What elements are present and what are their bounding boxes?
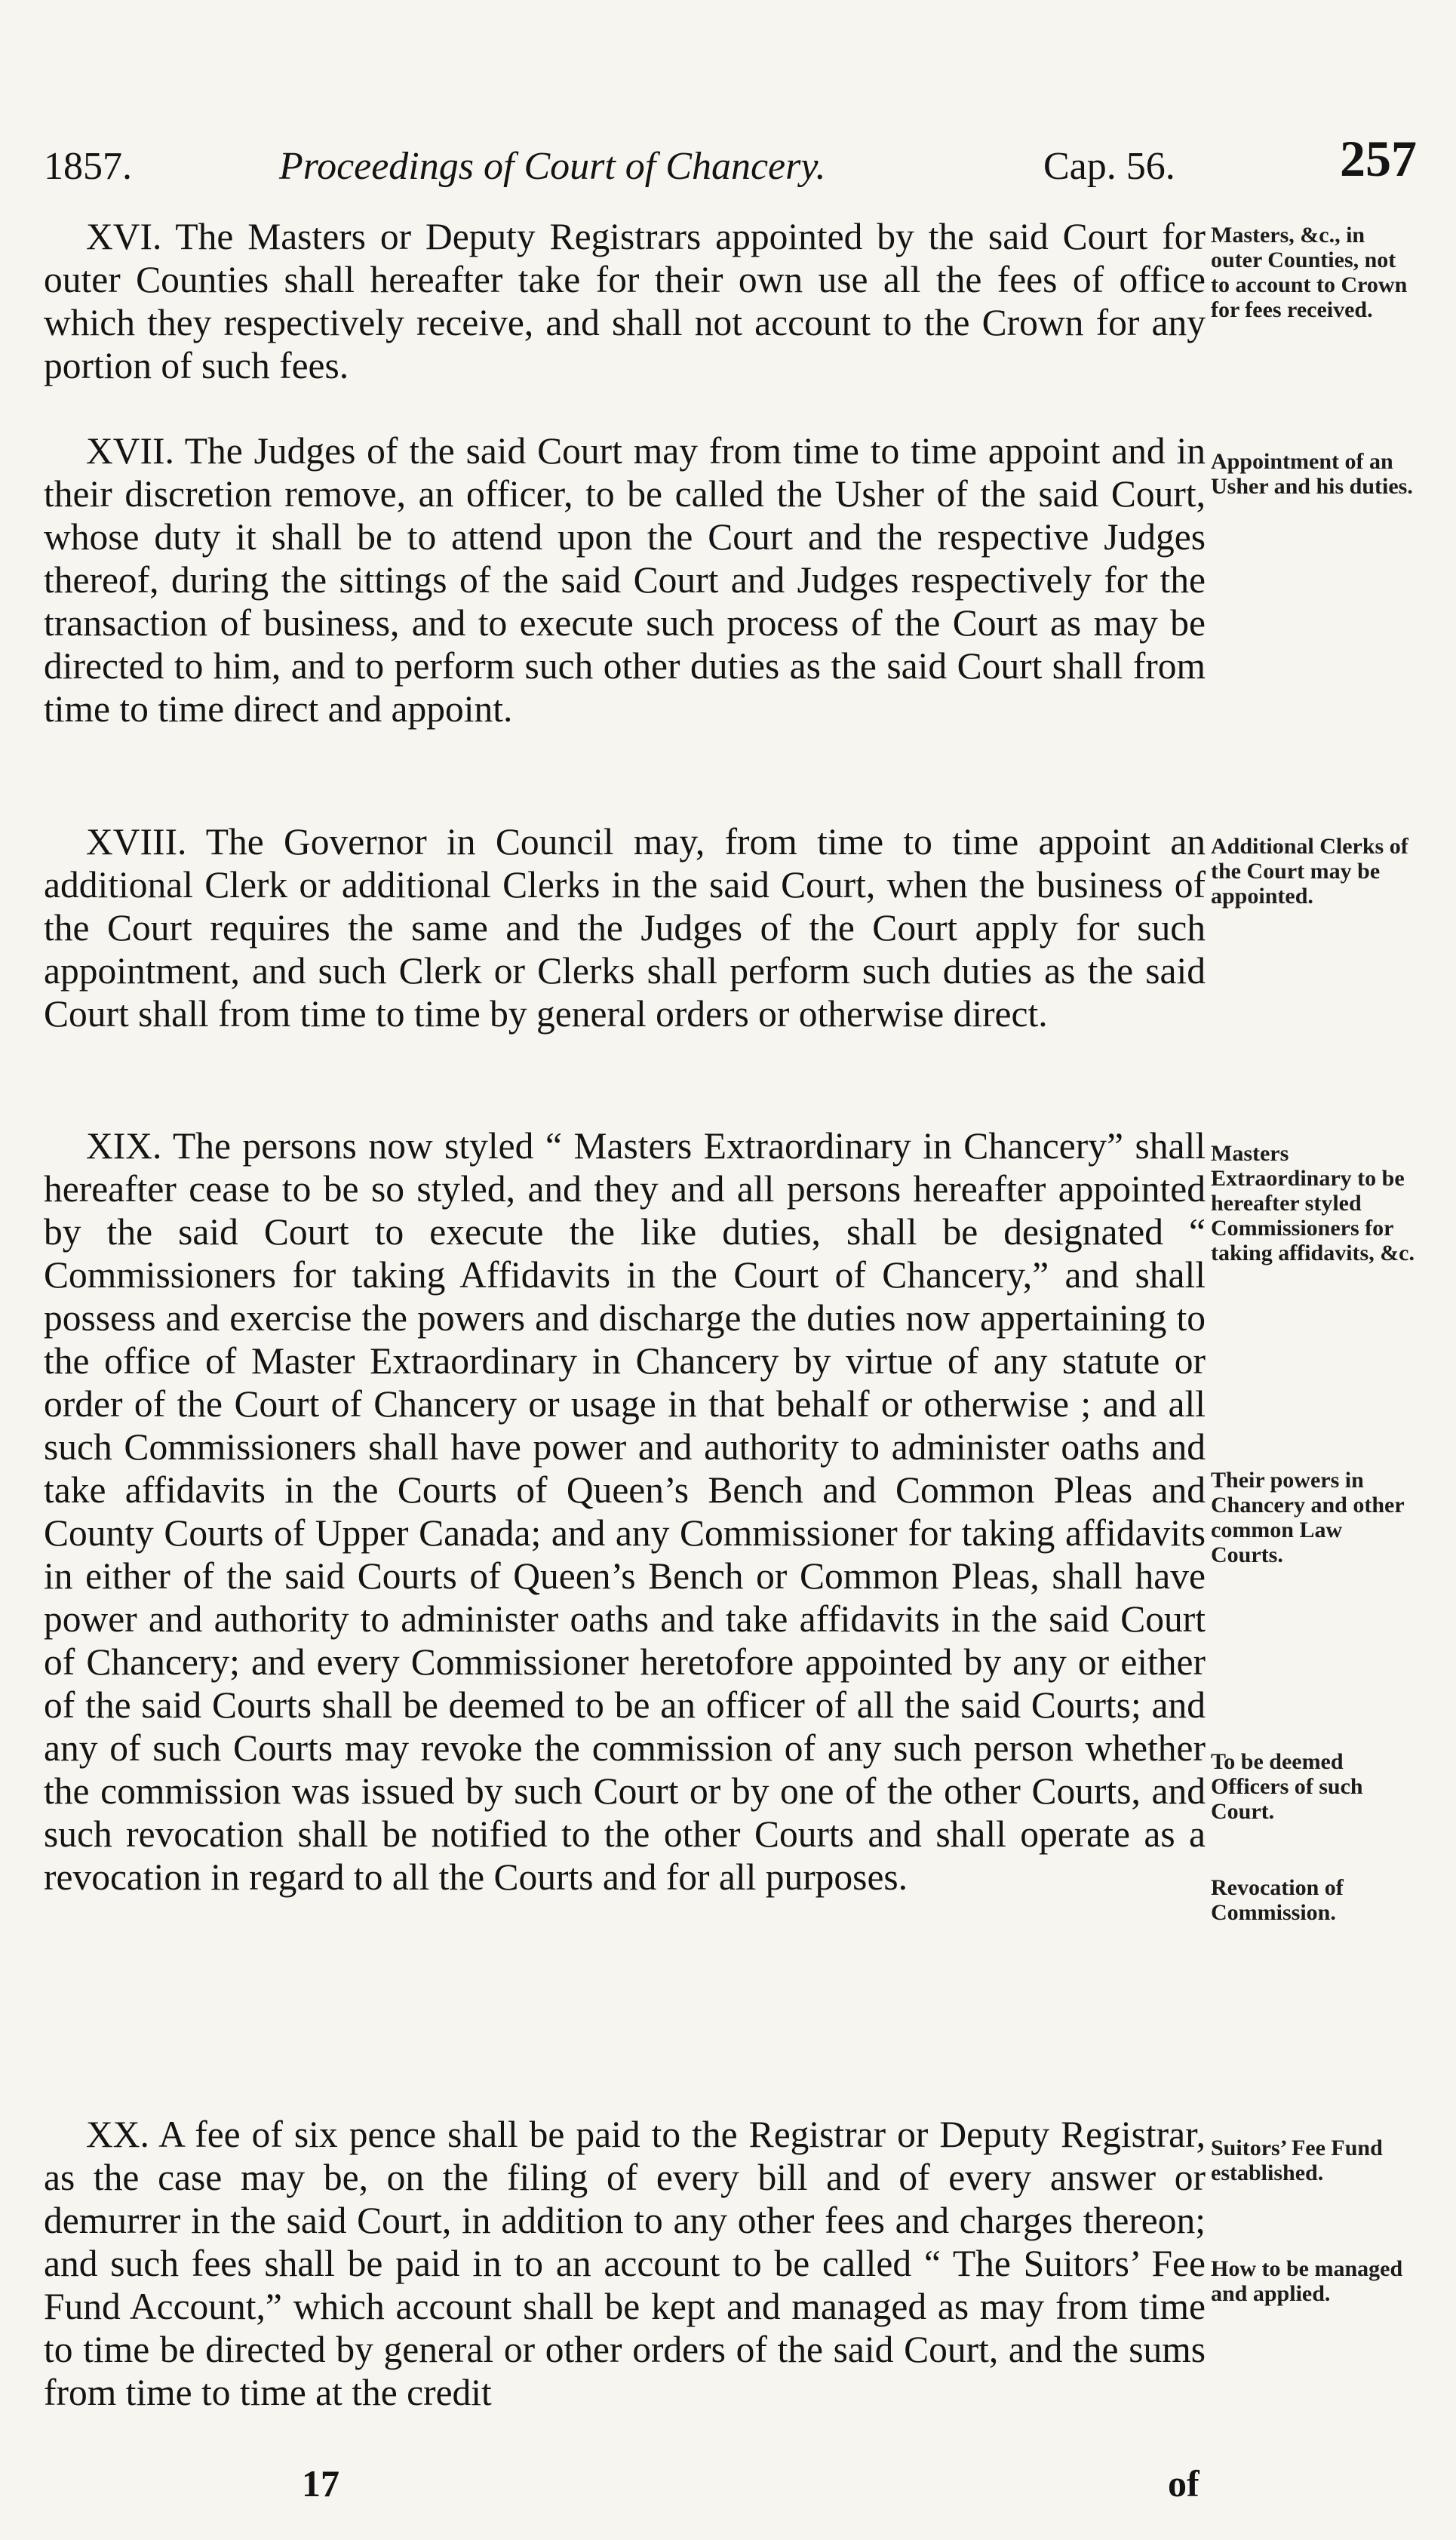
margin-note-xvii: Appointment of an Usher and his duties. bbox=[1211, 449, 1413, 499]
margin-note-xix-officers: To be deemed Officers of such Court. bbox=[1211, 1749, 1363, 1824]
section-xvii bbox=[44, 429, 1206, 730]
section-text: XX. A fee of six pence shall be paid to the Registrar or Deputy Registrar, as the case may be, on the filing of every bill and of every answer or demurrer in the said Court, in addition to any other fees and charges thereon; and such fees shall be paid in to an account to be called “ The Suitors’ Fee Fund Account,” which account shall be kept and managed as may from time to time be directed by general or other orders of the said Court, and the sums from time to time at the credit bbox=[44, 2114, 1206, 2413]
margin-note-xvi: Masters, &c., in outer Counties, not to account to Crown for fees received. bbox=[1211, 223, 1408, 322]
section-text: XVI. The Masters or Deputy Registrars appointed by the said Court for outer Counties shall hereafter take for their own use all the fees of office which they respectively receive, and shall not account to the Crown for any portion of such fees. bbox=[44, 216, 1206, 386]
section-xviii bbox=[44, 820, 1206, 1035]
section-xix bbox=[44, 1124, 1206, 1899]
margin-note-xix-powers: Their powers in Chancery and other common Law Courts. bbox=[1211, 1468, 1405, 1567]
section-text: XVIII. The Governor in Council may, from time to time appoint an additional Clerk or additional Clerks in the said Court, when the business of the Court requires the same and the Judges of the Court apply for such appointment, and such Clerk or Clerks shall perform such duties as the said Court shall from time to time by general orders or otherwise direct. bbox=[44, 821, 1206, 1035]
section-xx bbox=[44, 2113, 1206, 2414]
header-title: Proceedings of Court of Chancery. bbox=[279, 145, 826, 188]
header-year: 1857. bbox=[44, 145, 132, 188]
section-text: XIX. The persons now styled “ Masters Extraordinary in Chancery” shall hereafter cease to be so styled, and they and all persons hereafter appointed by the said Court to execute the like duties, shall be designated “ Commissioners for taking Affidavits in the Court of Chancery,” and shall possess and exercise the powers and discharge the duties now appertaining to the office of Master Extraordinary in Chancery by virtue of any statute or order of the Court of Chancery or usage in that behalf or otherwise ; and all such Commissioners shall have power and authority to administer oaths and take affidavits in the Courts of Queen’s Bench and Common Pleas and County Courts of Upper Canada; and any Commissioner for taking affidavits in either of the said Courts of Queen’s Bench or Common Pleas, shall have power and authority to administer oaths and take affidavits in the said Court of Chancery; and every Commissioner heretofore appointed by any or either of the said Courts shall be deemed to be an officer of all the said Courts; and any of such Courts may revoke the commission of any such person whether the commission was issued by such Court or by one of the other Courts, and such revocation shall be notified to the other Courts and shall operate as a revocation in regard to all the Courts and for all purposes. bbox=[44, 1125, 1206, 1898]
signature-mark: 17 bbox=[302, 2462, 339, 2505]
section-xvi bbox=[44, 215, 1206, 387]
margin-note-xix-styled: Masters Extraordinary to be hereafter styled Commissioners for taking affidavits, &c. bbox=[1211, 1141, 1415, 1265]
running-header bbox=[44, 121, 1417, 189]
catchword: of bbox=[1168, 2462, 1200, 2505]
margin-note-xix-revocation: Revocation of Commission. bbox=[1211, 1875, 1344, 1925]
header-chapter: Cap. 56. bbox=[1043, 145, 1175, 188]
margin-note-xviii: Additional Clerks of the Court may be appointed. bbox=[1211, 834, 1408, 909]
section-text: XVII. The Judges of the said Court may from time to time appoint and in their discretion remove, an officer, to be called the Usher of the said Court, whose duty it shall be to attend upon the Court and the respective Judges thereof, during the sittings of the said Court and Judges respectively for the transaction of business, and to execute such process of the Court as may be directed to him, and to perform such other duties as the said Court shall from time to time direct and appoint. bbox=[44, 430, 1206, 730]
page-number: 257 bbox=[1340, 130, 1417, 187]
margin-note-xx-managed: How to be managed and applied. bbox=[1211, 2256, 1403, 2306]
margin-note-xx-fund: Suitors’ Fee Fund established. bbox=[1211, 2136, 1383, 2185]
